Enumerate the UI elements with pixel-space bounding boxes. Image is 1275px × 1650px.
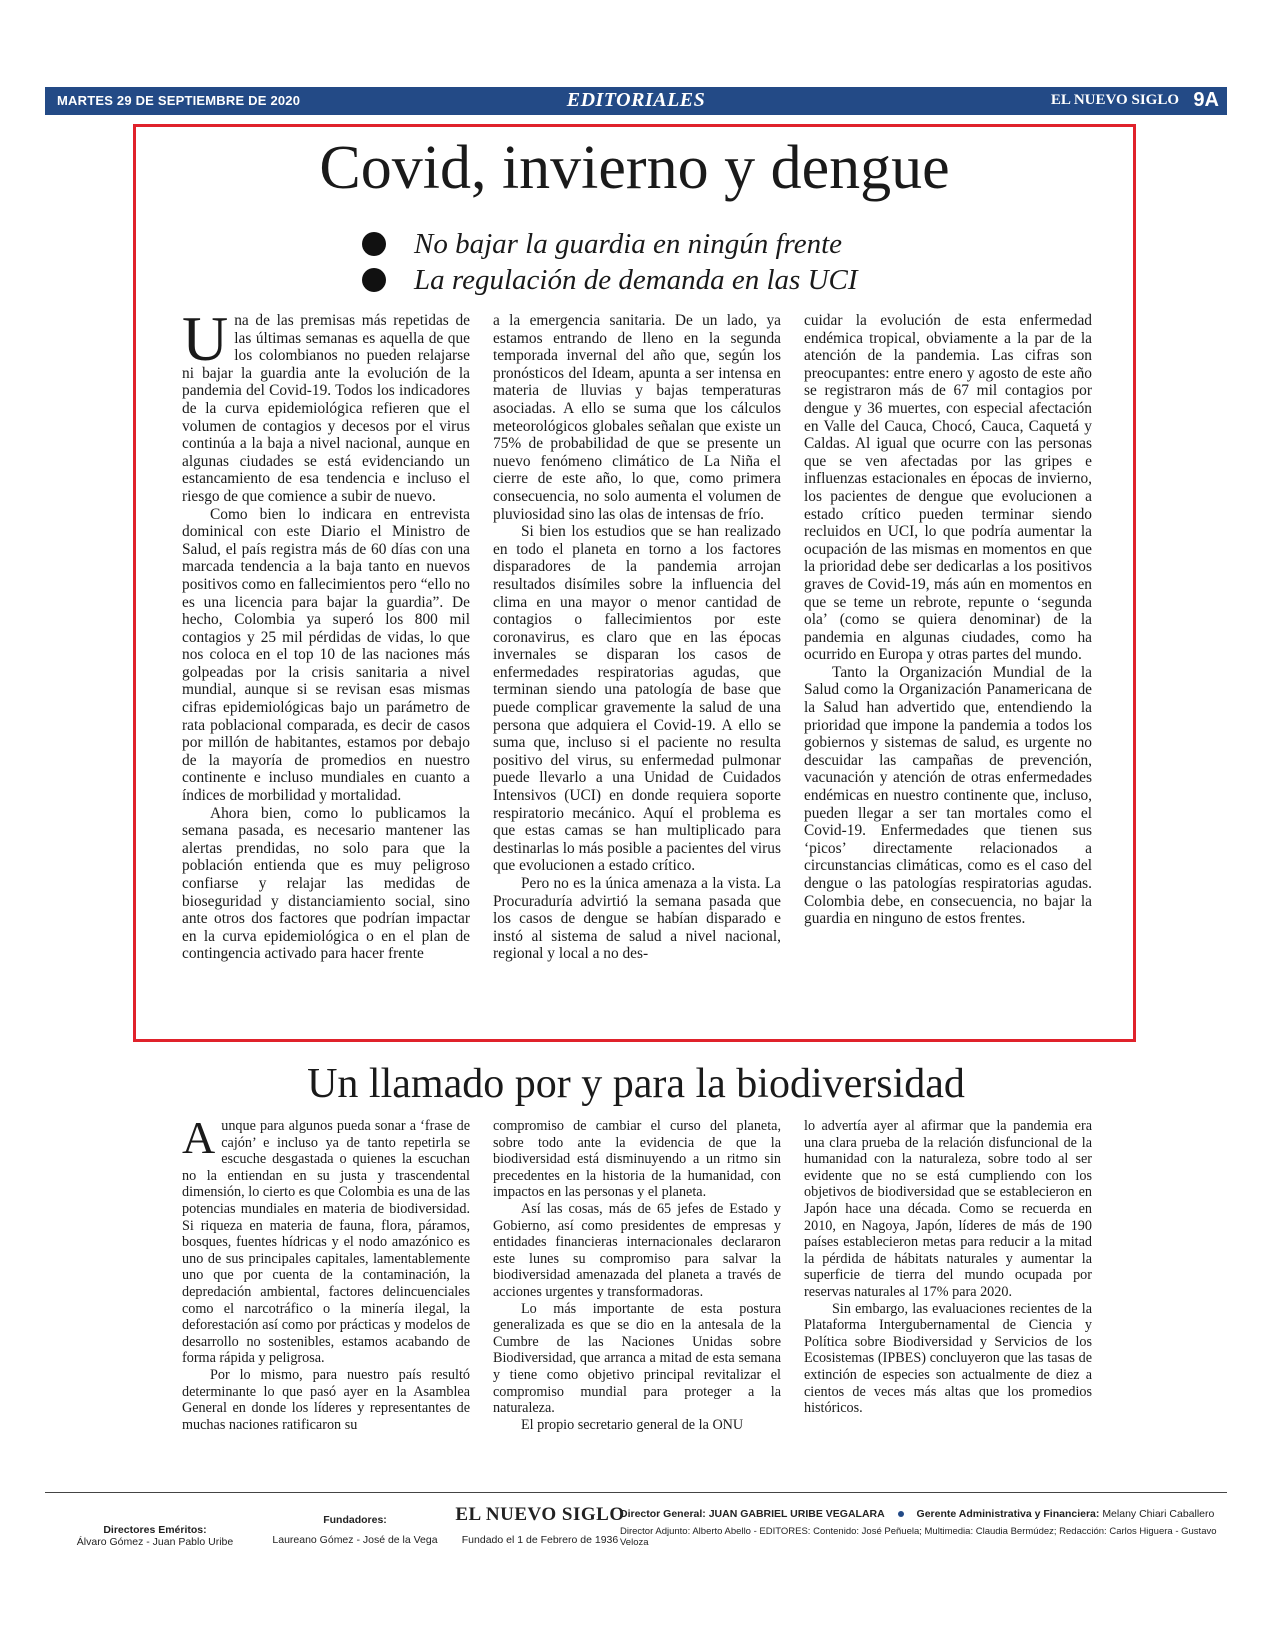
paragraph: Sin embargo, las evaluaciones recientes de la Plataforma Intergubernamental de Ciencia y Política sobre Biodiversidad y Servicios de los Ecosistemas (IPBES) concluyeron que las tasas de extinción de especies son actualmente de diez a cientos de veces más altas que los promedios históricos.	[804, 1300, 1092, 1417]
paragraph: Lo más importante de esta postura generalizada es que se dio en la antesala de la Cumbre de las Naciones Unidas sobre Biodiversidad, que arranca a mitad de esta semana y tiene como objetivo principal revitalizar el compromiso mundial para proteger a la naturaleza.	[493, 1300, 781, 1417]
body-column-1	[182, 1112, 470, 1433]
paragraph-text: na de las premisas más repetidas de las últimas semanas es aquella de que los colombianos no pueden relajarse ni bajar la guardia ante la evolución de la pandemia del Covid-19. Todos los indicadores de la curva epidemiológica refieren que el volumen de contagios y decesos por el virus continúa a la baja a nivel nacional, aunque en algunas ciudades se está evidenciando un estancamiento de esa tendencia e incluso el riesgo de que comience a subir de nuevo.	[182, 312, 470, 505]
paragraph: Pero no es la única amenaza a la vista. La Procuraduría advirtió la semana pasada que los casos de dengue se habían disparado e instó al sistema de salud a nivel nacional, regional y local a no des-	[493, 875, 781, 963]
paragraph: Así las cosas, más de 65 jefes de Estado y Gobierno, así como presidentes de empresas y entidades financieras internacionales declararon este lunes su compromiso para salvar la biodiversidad amenazada del planeta a través de acciones urgentes y transformadoras.	[493, 1200, 781, 1300]
founders-label: Fundadores:	[323, 1514, 387, 1526]
subhead-text: La regulación de demanda en las UCI	[414, 263, 858, 296]
paragraph: cuidar la evolución de esta enfermedad endémica tropical, obviamente a la par de la atención de la pandemia. Las cifras son preocupantes: entre enero y agosto de este año se registraron más de 67 mil contagios por dengue y 36 muertes, con especial afectación en Valle del Cauca, Chocó, Cauca, Caquetá y Caldas. Al igual que ocurre con las personas que se ven afectadas por las gripes e influenzas estacionales en épocas de invierno, los pacientes de dengue que evolucionen a estado crítico pueden terminar siendo recluidos en UCI, lo que podría aumentar la ocupación de las mismas en momentos en que la prioridad debe ser dedicarlas a los positivos graves de Covid-19, más aún en momentos en que se teme un rebrote, repunte o ‘segunda ola’ (como se quiera denominar) de la pandemia en algunas ciudades, como ha ocurrido en Europa y otras partes del mundo.	[804, 312, 1092, 664]
subhead-item	[362, 226, 858, 262]
issue-date: MARTES 29 DE SEPTIEMBRE DE 2020	[57, 93, 301, 108]
masthead-logo-block	[435, 1504, 645, 1546]
editorial-body	[0, 1112, 1275, 1478]
emeritus-names: Álvaro Gómez - Juan Pablo Uribe	[76, 1536, 234, 1548]
body-column-2	[493, 1118, 781, 1433]
editorial-subheads	[362, 226, 858, 298]
newspaper-brand: EL NUEVO SIGLO	[1050, 92, 1179, 108]
manager-name: Melany Chiari Caballero	[1102, 1508, 1215, 1520]
manager-label: Gerente Administrativa y Financiera:	[916, 1508, 1100, 1520]
paragraph: Tanto la Organización Mundial de la Salud como la Organización Panamericana de la Salud han advertido que, entendiendo la prioridad que impone la pandemia a todos los gobiernos y sistemas de salud, es urgente no descuidar las campañas de prevención, vacunación y atención de otras enfermedades endémicas en nuestro continente que, incluso, pueden llegar a ser tan mortales como el Covid-19. Enfermedades que tienen sus ‘picos’ directamente relacionados a circunstancias climáticas, como es el caso del dengue o las patologías respiratorias agudas. Colombia debe, en consecuencia, no bajar la guardia en ninguno de estos frentes.	[804, 663, 1092, 928]
subhead-item	[362, 262, 858, 298]
paragraph: El propio secretario general de la ONU	[521, 1416, 744, 1433]
paragraph: compromiso de cambiar el curso del planeta, sobre todo ante la evidencia de que la biodiversidad está disminuyendo a un ritmo sin precedentes en la historia de la humanidad, con impactos en las personas y el planeta.	[493, 1118, 781, 1201]
paragraph: Por lo mismo, para nuestro país resultó determinante lo que pasó ayer en la Asamblea General en donde los líderes y representantes de muchas naciones ratificaron su	[182, 1366, 470, 1433]
drop-cap: U	[182, 303, 229, 374]
founders	[255, 1514, 455, 1546]
body-column-3	[804, 312, 1092, 928]
paragraph-text: unque para algunos pueda sonar a ‘frase de cajón’ e incluso ya de tanto repetirla se escuche desgastada o quienes la escuchan no la entiendan en su justa y trascendental dimensión, lo cierto es que Colombia es una de las potencias mundiales en materia de biodiversidad. Si riqueza en materia de fauna, flora, páramos, bosques, fuentes hídricas y el nodo amazónico es uno de sus principales capitales, lamentablemente uno que por cuenta de la contaminación, la depredación ambiental, factores delincuenciales como el narcotráfico o la minería ilegal, la deforestación así como por prácticas y modelos de desarrollo no sostenibles, estamos acabando de forma rápida y peligrosa.	[182, 1118, 470, 1367]
bullet-icon	[362, 232, 386, 256]
bullet-icon	[362, 268, 386, 292]
editorial-title: Un llamado por y para la biodiversidad	[307, 1061, 965, 1107]
section-name: EDITORIALES	[566, 89, 706, 111]
separator-dot-icon	[898, 1511, 904, 1517]
masthead-footer	[45, 1500, 1227, 1560]
paragraph: Si bien los estudios que se han realizado en todo el planeta en torno a los factores disparadores de la pandemia arrojan resultados disímiles sobre la influencia del clima en una mayor o menor cantidad de contagios o fallecimientos por este coronavirus, es claro que en las épocas invernales se disparan los casos de enfermedades respiratorias agudas, que terminan siendo una patología de base que puede complicar gravemente la salud de una persona que adquiera el Covid-19. A ello se suma que, incluso si el paciente no resulta positivo del virus, su enfermedad pulmonar puede llevarlo a una Unidad de Cuidados Intensivos (UCI) en donde requiera soporte respiratorio mecánico. Aquí el problema es que estas camas se han multiplicado para destinarlas lo más posible a pacientes del virus que evolucionen a estado crítico.	[493, 523, 781, 875]
drop-cap: A	[182, 1112, 216, 1163]
body-column-3	[804, 1118, 1092, 1417]
body-column-2	[493, 312, 781, 963]
paragraph: a la emergencia sanitaria. De un lado, ya estamos entrando de lleno en la segunda temporada invernal del año que, según los pronósticos del Ideam, apunta a ser intensa en materia de lluvias y bajas temperaturas asociadas. A ello se suma que los cálculos meteorológicos globales señalan que existe un 75% de probabilidad de que se presente un nuevo fenómeno climático de La Niña el cierre de este año, lo que, como primera consecuencia, no solo aumenta el volumen de pluviosidad sino las olas de intensas de frío.	[493, 312, 781, 523]
management-line	[620, 1508, 1220, 1520]
editorial-body	[0, 303, 1275, 1012]
newspaper-logo: EL NUEVO SIGLO	[455, 1504, 625, 1525]
director-general-name: JUAN GABRIEL URIBE VEGALARA	[708, 1508, 885, 1520]
paragraph	[182, 303, 470, 506]
editorial-title: Covid, invierno y dengue	[319, 134, 950, 202]
director-general-label: Director General:	[620, 1508, 706, 1520]
founders-names: Laureano Gómez - José de la Vega	[272, 1534, 438, 1546]
subhead-text: No bajar la guardia en ningún frente	[414, 227, 843, 260]
staff-line: Director Adjunto: Alberto Abello - EDITORES: Contenido: José Peñuela; Multimedia: Claudia Bermúdez; Redacción: Carlos Higuera - Gustavo Veloza	[620, 1526, 1217, 1548]
staff-credits	[620, 1508, 1220, 1548]
page-header-bar	[45, 87, 1227, 115]
page-number: 9A	[1193, 89, 1219, 111]
paragraph: lo advertía ayer al afirmar que la pandemia era una clara prueba de la relación disfuncional de la humanidad con la naturaleza, sobre todo al ser evidente que no se está cumpliendo con los objetivos de biodiversidad que se establecieron en Japón hace una década. Como se recuerda en 2010, en Nagoya, Japón, líderes de más de 190 países establecieron metas para reducir a la mitad la pérdida de hábitats naturales y aumentar la superficie de tierra del mundo ocupada por reservas naturales al 17% para 2020.	[804, 1118, 1092, 1300]
founding-date: Fundado el 1 de Febrero de 1936	[461, 1534, 619, 1546]
paragraph: Ahora bien, como lo publicamos la semana pasada, es necesario mantener las alertas prendidas, no solo para que la población entienda que es muy peligroso confiarse y relajar las medidas de bioseguridad y distanciamiento social, sino ante otros dos factores que podrían impactar en la curva epidemiológica o en el plan de contingencia activado para hacer frente	[182, 804, 470, 963]
emeritus-label: Directores Eméritos:	[103, 1524, 207, 1536]
paragraph: Como bien lo indicara en entrevista dominical con este Diario el Ministro de Salud, el país registra más de 60 días con una marcada tendencia a la baja tanto en nuevos positivos como en fallecimientos pero “ello no es una licencia para bajar la guardia”. De hecho, Colombia ya superó los 800 mil contagios y 25 mil pérdidas de vidas, lo que nos coloca en el top 10 de las naciones más golpeadas por la crisis sanitaria a nivel mundial, aunque si se revisan esas mismas cifras epidemiológicas bajo un parámetro de rata poblacional comparada, es decir de casos por millón de habitantes, estamos por debajo de la mayoría de promedios en nuestro continente e incluso mundiales en cuanto a índices de morbilidad y mortalidad.	[182, 505, 470, 805]
emeritus-directors	[75, 1524, 235, 1548]
footer-divider	[45, 1492, 1227, 1493]
body-column-1	[182, 303, 470, 963]
paragraph	[182, 1112, 470, 1367]
